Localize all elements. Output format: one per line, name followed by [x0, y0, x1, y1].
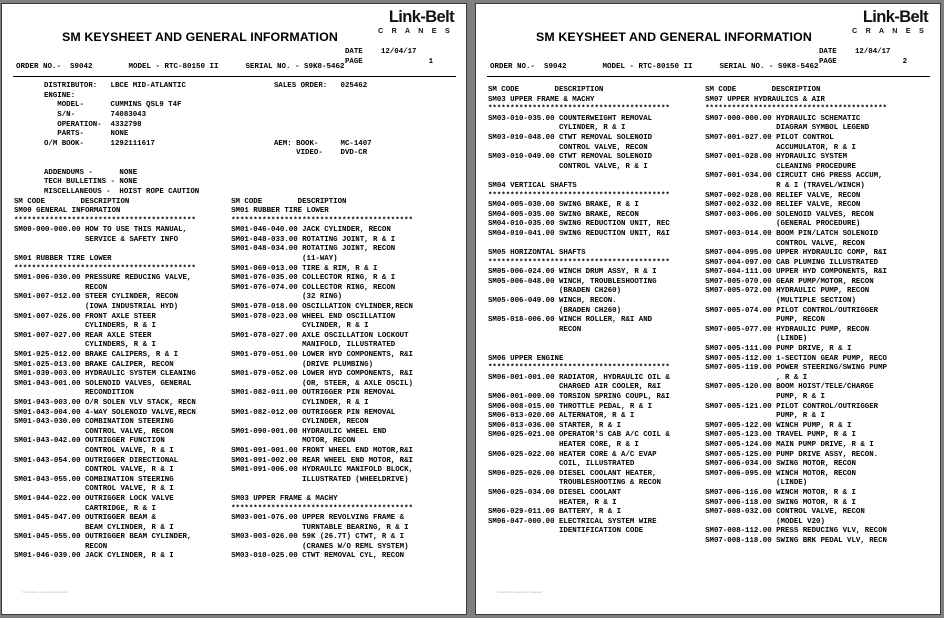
sm-code-line: SM01-076-035.00 COLLECTOR RING, R & I	[231, 274, 396, 283]
sm-code-line: SM07-005-123.00 TRAVEL PUMP, R & I	[705, 431, 856, 440]
sm-code-line: (BRADEN CH260)	[488, 306, 622, 315]
sm-code-line: TROUBLESHOOTING & RECON	[488, 479, 661, 488]
sm-code-line: SM01-025-012.00 BRAKE CALIPERS, R & I	[14, 351, 179, 359]
sm-code-line: SM01-043-054.00 OUTRIGGER DIRECTIONAL	[14, 456, 179, 465]
machine-info-row	[44, 178, 466, 188]
sm-code-line: (32 RING)	[231, 293, 343, 302]
sm-code-line: R & I (TRAVEL/WINCH)	[705, 181, 865, 190]
sm-code-line: SM05-006-048.00 WINCH, TROUBLESHOOTING	[488, 277, 657, 286]
page-2-columns	[476, 86, 940, 547]
logo-subtitle: C R A N E S	[851, 25, 927, 35]
machine-info-row	[44, 121, 466, 131]
sm-code-line: SM06-047-000.00 ELECTRICAL SYSTEM WIRE	[488, 517, 657, 526]
sm-code-line: SM01 RUBBER TIRE LOWER	[14, 255, 112, 264]
sm-code-line: (LINDE)	[705, 479, 808, 488]
sm-code-line: RECONDITION	[14, 389, 134, 398]
sm-code-line: *****************************************	[14, 264, 196, 273]
sm-code-line: SM01-079-051.00 LOWER HYD COMPONENTS, R&I	[231, 351, 413, 359]
sm-code-line: SM07-005-124.00 MAIN PUMP DRIVE, R & I	[705, 440, 874, 449]
page-number: 2	[902, 57, 907, 66]
sm-code-line: CLEANING PROCEDURE	[705, 162, 856, 171]
sm-code-line: RECON	[14, 283, 108, 292]
sm-code-line: (BRADEN CH260)	[488, 287, 622, 296]
sm-code-line: SM01-007-027.00 REAR AXLE STEER	[14, 331, 152, 340]
sm-code-line: SM01-078-023.00 WHEEL END OSCILLATION	[231, 312, 396, 321]
sm-code-line: SM04 VERTICAL SHAFTS	[488, 181, 577, 190]
sm-code-line: CYLINDER, R & I	[231, 398, 369, 407]
date-value: 12/04/17	[381, 48, 417, 56]
machine-info-left: OPERATION- 4332798	[44, 120, 142, 129]
sm-code-line: (DRIVE PLUMBING)	[231, 360, 374, 369]
order-line: ORDER NO.- S9042 MODEL - RTC-80150 II SERIAL NO. - S9K8-5462	[490, 63, 819, 71]
sm-code-line: CONTROL VALVE, R & I	[14, 466, 174, 475]
sm-code-line: CONTROL VALVE, R & I	[488, 162, 648, 171]
sm-code-line: SM04-005-030.00 SWING BRAKE, R & I	[488, 201, 639, 210]
sm-code-line: SM06-025-034.00 DIESEL COOLANT	[488, 488, 622, 497]
sm-code-line: *****************************************	[488, 191, 670, 200]
sm-code-line: HEATER CORE, R & I	[488, 440, 639, 449]
sm-code-line: SM07-005-070.00 GEAR PUMP/MOTOR, RECON	[705, 277, 874, 286]
sm-code-line	[488, 240, 705, 250]
sm-code-line: SM01-046-039.00 JACK CYLINDER, R & I	[14, 552, 174, 561]
machine-info-row	[44, 140, 466, 150]
link-belt-logo	[852, 9, 928, 34]
machine-info-row	[44, 188, 466, 198]
page-number: 1	[428, 57, 433, 66]
sm-code-line: *****************************************	[231, 216, 413, 225]
sm-code-line: SM07-002-028.00 RELIEF VALVE, RECON	[705, 191, 861, 200]
sm-code-line: CONTROL VALVE, RECON	[705, 239, 865, 248]
machine-info-right: VIDEO- DVD-CR	[274, 149, 368, 158]
sm-code-line: SM07-005-121.00 PILOT CONTROL/OUTRIGGER	[705, 402, 879, 411]
sm-code-line: (11-WAY)	[231, 255, 338, 264]
sm-code-line	[488, 335, 705, 345]
date-value: 12/04/17	[855, 48, 891, 56]
machine-info-left: MODEL- CUMMINS QSL9 T4F	[44, 101, 182, 110]
sm-code-line: SM01-046-040.00 JACK CYLINDER, RECON	[231, 226, 391, 235]
page-2-right-column	[705, 86, 940, 547]
sm-code-line: SM06-001-001.00 RADIATOR, HYDRAULIC OIL &	[488, 373, 670, 382]
sm-code-line: BEAM CYLINDER, R & I	[14, 523, 174, 532]
sm-code-line: *****************************************	[705, 105, 887, 114]
sm-code-line: SM07-005-077.00 HYDRAULIC PUMP, RECON	[705, 325, 870, 334]
sm-code-line: SM01-082-011.00 OUTRIGGER PIN REMOVAL	[231, 389, 396, 398]
sm-code-line: IDENTIFICATION CODE	[488, 527, 644, 536]
sm-code-line: HEATER, R & I	[488, 498, 617, 507]
sm-code-line: CYLINDERS, R & I	[14, 341, 156, 350]
header-divider	[487, 76, 930, 77]
sm-code-line: SM07-005-120.00 BOOM HOIST/TELE/CHARGE	[705, 383, 874, 392]
sm-code-line: ILLUSTRATED (WHEELDRIVE)	[231, 475, 409, 484]
sm-code-line: SM07-001-027.00 PILOT CONTROL	[705, 133, 834, 142]
sm-code-line: SM04-005-035.00 SWING BRAKE, RECON	[488, 210, 639, 219]
sm-code-line	[231, 485, 466, 495]
sm-code-line: SM07-003-014.00 BOOM PIN/LATCH SOLENOID	[705, 229, 879, 238]
sm-code-line: SM01-090-001.00 HYDRAULIC WHEEL END	[231, 427, 387, 436]
machine-info-left: DISTRIBUTOR: LBCE MID-ATLANTIC	[44, 82, 186, 90]
machine-info-row	[44, 111, 466, 121]
sm-code-line: DIAGRAM SYMBOL LEGEND	[705, 124, 870, 133]
machine-info-left: O/M BOOK- 1292111617	[44, 139, 155, 148]
sm-code-line: SM07-005-112.00 1-SECTION GEAR PUMP, RECO	[705, 354, 887, 363]
sm-code-line: RECON	[488, 325, 582, 334]
sm-code-line: SM06-013-020.00 ALTERNATOR, R & I	[488, 412, 635, 421]
machine-info-row	[44, 169, 466, 179]
sm-code-line: SM07-005-111.00 PUMP DRIVE, R & I	[705, 345, 852, 354]
sm-code-line: (MULTIPLE SECTION)	[705, 297, 856, 306]
sm-code-line: PUMP, RECON	[705, 316, 825, 325]
sm-code-line: PUMP, R & I	[705, 412, 825, 421]
sm-code-line: (OR, STEER, & AXLE OSCIL)	[231, 379, 413, 388]
sm-code-line: SM07-002-032.00 RELIEF VALVE, RECON	[705, 201, 861, 210]
sm-code-line: SM03 UPPER FRAME & MACHY	[488, 95, 595, 104]
machine-info-left	[44, 149, 48, 157]
sm-code-line: SM01-007-026.00 FRONT AXLE STEER	[14, 312, 156, 321]
sm-code-line: PUMP, R & I	[705, 393, 825, 401]
sm-code-line: TURNTABLE BEARING, R & I	[231, 523, 409, 532]
machine-info-left: ADDENDUMS - NONE	[44, 168, 138, 177]
document-page-2[interactable]	[475, 3, 941, 615]
sm-code-line: SM07-008-032.00 CONTROL VALVE, RECON	[705, 508, 865, 517]
page-2-header	[476, 4, 940, 76]
sm-code-line: (LINDE)	[705, 335, 808, 344]
machine-info-left: S/N- 74083043	[44, 110, 147, 119]
sm-code-line: SERVICE & SAFETY INFO	[14, 235, 179, 244]
sm-code-line: SM06-025-026.00 DIESEL COOLANT HEATER,	[488, 469, 657, 478]
page-1-left-column	[14, 198, 231, 563]
page-1-header	[2, 4, 466, 76]
page-title: SM KEYSHEET AND GENERAL INFORMATION	[62, 30, 338, 44]
sm-code-line: SM01-043-042.00 OUTRIGGER FUNCTION	[14, 437, 165, 446]
sm-code-line: SM06-001-009.00 TORSION SPRING COUPL, R&I	[488, 393, 670, 401]
page-1-footer-note: © Link-Belt is a registered trademark	[22, 591, 68, 594]
sm-code-line: SM07-005-122.00 WINCH PUMP, R & I	[705, 421, 852, 430]
date-label: DATE	[345, 48, 363, 56]
sm-code-line: CONTROL VALVE, RECON	[488, 143, 648, 152]
page-2-footer-note: © Link-Belt is a registered trademark	[496, 591, 542, 594]
sm-code-line	[488, 345, 705, 355]
sm-code-line: SM07-005-119.00 POWER STEERING/SWING PUMP	[705, 364, 887, 373]
sm-code-line: SM07-003-006.00 SOLENOID VALVES, RECON	[705, 210, 874, 219]
machine-info-row	[44, 159, 466, 169]
sm-code-line: SM01-091-002.00 REAR WHEEL END MOTOR, R&I	[231, 456, 413, 465]
sm-code-line: SM07-001-028.00 HYDRAULIC SYSTEM	[705, 153, 848, 162]
logo-wordmark: Link-Belt	[388, 8, 454, 26]
page-1-right-column	[231, 198, 466, 563]
sm-code-line: SM07-004-111.00 UPPER HYD COMPONENTS, R&I	[705, 268, 887, 277]
page-2-left-column	[488, 86, 705, 547]
sm-code-line: COIL, ILLUSTRATED	[488, 460, 635, 469]
link-belt-logo	[378, 9, 454, 34]
order-line: ORDER NO.- S9042 MODEL - RTC-80150 II SERIAL NO. - S9K8-5462	[16, 63, 345, 71]
sm-code-line: CYLINDER, R & I	[231, 322, 369, 331]
sm-code-line: SM01-078-018.00 OSCILLATION CYLINDER,RECN	[231, 303, 413, 312]
sm-code-line: SM00-000-000.00 HOW TO USE THIS MANUAL,	[14, 226, 187, 235]
sm-code-line: SM01-043-055.00 COMBINATION STEERING	[14, 475, 174, 484]
sm-code-line: , R & I	[705, 373, 808, 382]
sm-code-line: *****************************************	[14, 216, 196, 225]
sm-code-line: SM03 UPPER FRAME & MACHY	[231, 494, 338, 503]
sm-code-line: SM03-010-049.00 CTWT REMOVAL SOLENOID	[488, 153, 653, 162]
machine-info-left: MISCELLANEOUS - HOIST ROPE CAUTION	[44, 187, 200, 196]
machine-info-block	[2, 82, 466, 198]
sm-code-line: SM01-043-001.00 SOLENOID VALVES, GENERAL	[14, 379, 192, 388]
sm-code-line: *****************************************	[488, 258, 670, 267]
sm-code-line: SM01-006-030.00 PRESSURE REDUCING VALVE,	[14, 274, 192, 283]
machine-info-row	[44, 130, 466, 140]
machine-info-row	[44, 149, 466, 159]
machine-info-right: SALES ORDER: 025462	[274, 82, 368, 90]
sm-code-line: SM07-005-125.00 PUMP DRIVE ASSY, RECON.	[705, 450, 879, 459]
sm-code-line: SM CODE DESCRIPTION	[488, 86, 604, 94]
page-1-columns	[2, 198, 466, 563]
machine-info-row	[44, 92, 466, 102]
sm-code-line: CONTROL VALVE, R & I	[14, 446, 174, 455]
sm-code-line: CONTROL VALVE, RECON	[14, 427, 174, 436]
sm-code-line	[14, 245, 231, 255]
sm-code-line	[488, 172, 705, 182]
sm-code-line: *****************************************	[231, 504, 413, 513]
sm-code-line: *****************************************	[488, 364, 670, 373]
sm-code-line: SM06-025-021.00 OPERATOR'S CAB A/C COIL &	[488, 431, 670, 440]
sm-code-line: SM04-010-035.00 SWING REDUCTION UNIT, REC	[488, 220, 670, 229]
sm-code-line: SM04-010-041.00 SWING REDUCTION UNIT, R&I	[488, 229, 670, 238]
sm-code-line: SM01-045-055.00 OUTRIGGER BEAM CYLINDER,	[14, 533, 192, 542]
sm-code-line: SM07-001-034.00 CIRCUIT CHG PRESS ACCUM,	[705, 172, 883, 181]
sm-code-line: SM01-043-030.00 COMBINATION STEERING	[14, 418, 174, 427]
sm-code-line: SM01-043-003.00 O/R SOLEN VLV STACK, RECN	[14, 398, 196, 407]
sm-code-line: SM06 UPPER ENGINE	[488, 354, 564, 363]
sm-code-line: SM01-069-013.00 TIRE & RIM, R & I	[231, 264, 378, 273]
sm-code-line: SM01-048-034.00 ROTATING JOINT, RECON	[231, 245, 396, 254]
sm-code-line: (IOWA INDUSTRIAL HYD)	[14, 303, 179, 312]
sm-code-line: SM06-029-011.00 BATTERY, R & I	[488, 508, 622, 517]
sm-code-line: SM03-010-048.00 CTWT REMOVAL SOLENOID	[488, 133, 653, 142]
sm-code-line: SM05-006-049.00 WINCH, RECON.	[488, 297, 617, 306]
sm-code-line: SM01-076-074.00 COLLECTOR RING, RECON	[231, 283, 396, 292]
sm-code-line: CONTROL VALVE, R & I	[14, 485, 174, 494]
sm-code-line: SM07-004-095.00 UPPER HYDRAULIC COMP, R&I	[705, 249, 887, 258]
sm-code-line: SM07-005-072.00 HYDRAULIC PUMP, RECON	[705, 287, 870, 296]
sm-code-line: SM01-091-001.00 FRONT WHEEL END MOTOR,R&I	[231, 446, 413, 455]
sm-code-line: SM01-079-052.00 LOWER HYD COMPONENTS, R&I	[231, 370, 413, 379]
date-label: DATE	[819, 48, 837, 56]
sm-code-line: SM07-004-097.00 CAB PLUMING ILLUSTRATED	[705, 258, 879, 267]
sm-code-line: ACCUMULATOR, R & I	[705, 143, 856, 152]
sm-code-line: CARTRIDGE, R & I	[14, 504, 156, 513]
sm-code-line: SM01-091-006.00 HYDRAULIC MANIFOLD BLOCK,	[231, 466, 413, 475]
machine-info-left	[44, 159, 48, 167]
sm-code-line: SM06-008-015.00 THROTTLE PEDAL, R & I	[488, 402, 653, 411]
sm-code-line: *****************************************	[488, 105, 670, 114]
page-label: PAGE	[345, 57, 363, 66]
machine-info-row	[44, 101, 466, 111]
document-page-1[interactable]	[1, 3, 467, 615]
sm-code-line: SM07-006-034.00 SWING MOTOR, RECON	[705, 460, 856, 469]
sm-code-line: SM03-003-026.00 59K (26.7T) CTWT, R & I	[231, 533, 405, 542]
sm-code-line: SM01-007-012.00 STEER CYLINDER, RECON	[14, 293, 179, 302]
sm-code-line: SM07-006-095.00 WINCH MOTOR, RECON	[705, 469, 856, 478]
sm-code-line: SM07-006-118.00 SWING MOTOR, R & I	[705, 498, 856, 507]
sm-code-line: RECON	[14, 542, 108, 551]
sm-code-line: SM01-043-004.00 4-WAY SOLENOID VALVE,RECN	[14, 408, 196, 417]
sm-code-line: SM03-010-025.00 CTWT REMOVAL CYL, RECON	[231, 552, 405, 561]
sm-code-line: (GENERAL PROCEDURE)	[705, 220, 861, 229]
sm-code-line: SM05-018-006.00 WINCH ROLLER, R&I AND	[488, 316, 653, 325]
sm-code-line: MANIFOLD, ILLUSTRATED	[231, 341, 396, 350]
sm-code-line: SM03-010-035.00 COUNTERWEIGHT REMOVAL	[488, 114, 653, 123]
logo-subtitle: C R A N E S	[377, 25, 453, 35]
sm-code-line: CYLINDER, RECON	[231, 418, 369, 427]
machine-info-right: AEM: BOOK- MC-1407	[274, 139, 372, 148]
sm-code-line: SM07 UPPER HYDRAULICS & AIR	[705, 95, 825, 104]
sm-code-line: SM07-000-000.00 HYDRAULIC SCHEMATIC	[705, 114, 861, 123]
sm-code-line: (CRANES W/O REML SYSTEM)	[231, 542, 409, 551]
sm-code-line: SM07-008-112.00 PRESS REDUCING VLV, RECON	[705, 527, 887, 536]
page-title: SM KEYSHEET AND GENERAL INFORMATION	[536, 30, 812, 44]
sm-code-line: SM07-006-116.00 WINCH MOTOR, R & I	[705, 488, 856, 497]
sm-code-line: SM01-025-013.00 BRAKE CALIPER, RECON	[14, 360, 174, 369]
sm-code-line: SM05 HORIZONTAL SHAFTS	[488, 249, 586, 258]
sm-code-line: SM01-078-027.00 AXLE OSCILLATION LOCKOUT	[231, 331, 409, 340]
sm-code-line: SM01 RUBBER TIRE LOWER	[231, 207, 329, 216]
sm-code-line: SM CODE DESCRIPTION	[705, 86, 821, 94]
machine-info-left: ENGINE:	[44, 91, 76, 100]
sm-code-line: SM CODE DESCRIPTION	[14, 197, 130, 206]
page-label: PAGE	[819, 57, 837, 66]
sm-code-line: SM03-001-076.00 UPPER REVOLVING FRAME &	[231, 514, 405, 523]
sm-code-line: CHARGED AIR COOLER, R&I	[488, 383, 661, 392]
sm-code-line: SM00 GENERAL INFORMATION	[14, 207, 121, 216]
sm-code-line: MOTOR, RECON	[231, 437, 356, 446]
sm-code-line: SM01-044-022.00 OUTRIGGER LOCK VALVE	[14, 494, 174, 503]
sm-code-line: SM CODE DESCRIPTION	[231, 197, 347, 206]
sm-code-line: SM01-039-003.00 HYDRAULIC SYSTEM CLEANING	[14, 370, 196, 379]
machine-info-row	[44, 82, 466, 92]
sm-code-line: (MODEL V20)	[705, 517, 825, 526]
sm-code-line: SM01-048-033.00 ROTATING JOINT, R & I	[231, 235, 396, 244]
sm-code-line: SM01-045-047.00 OUTRIGGER BEAM &	[14, 514, 156, 523]
sm-code-line: SM07-008-118.00 SWING BRK PEDAL VLV, RECN	[705, 536, 887, 545]
machine-info-left: PARTS- NONE	[44, 130, 129, 139]
sm-code-line: SM07-005-074.00 PILOT CONTROL/OUTRIGGER	[705, 306, 879, 315]
machine-info-left: TECH BULLETINS - NONE	[44, 178, 138, 187]
logo-wordmark: Link-Belt	[862, 8, 928, 26]
sm-code-line: SM06-013-036.00 STARTER, R & I	[488, 421, 622, 430]
sm-code-line: CYLINDERS, R & I	[14, 322, 156, 331]
sm-code-line: SM05-006-024.00 WINCH DRUM ASSY, R & I	[488, 268, 657, 277]
sm-code-line: CYLINDER, R & I	[488, 124, 626, 133]
header-divider	[13, 76, 456, 77]
sm-code-line: SM01-082-012.00 OUTRIGGER PIN REMOVAL	[231, 408, 396, 417]
sm-code-line: SM06-025-022.00 HEATER CORE & A/C EVAP	[488, 450, 657, 459]
